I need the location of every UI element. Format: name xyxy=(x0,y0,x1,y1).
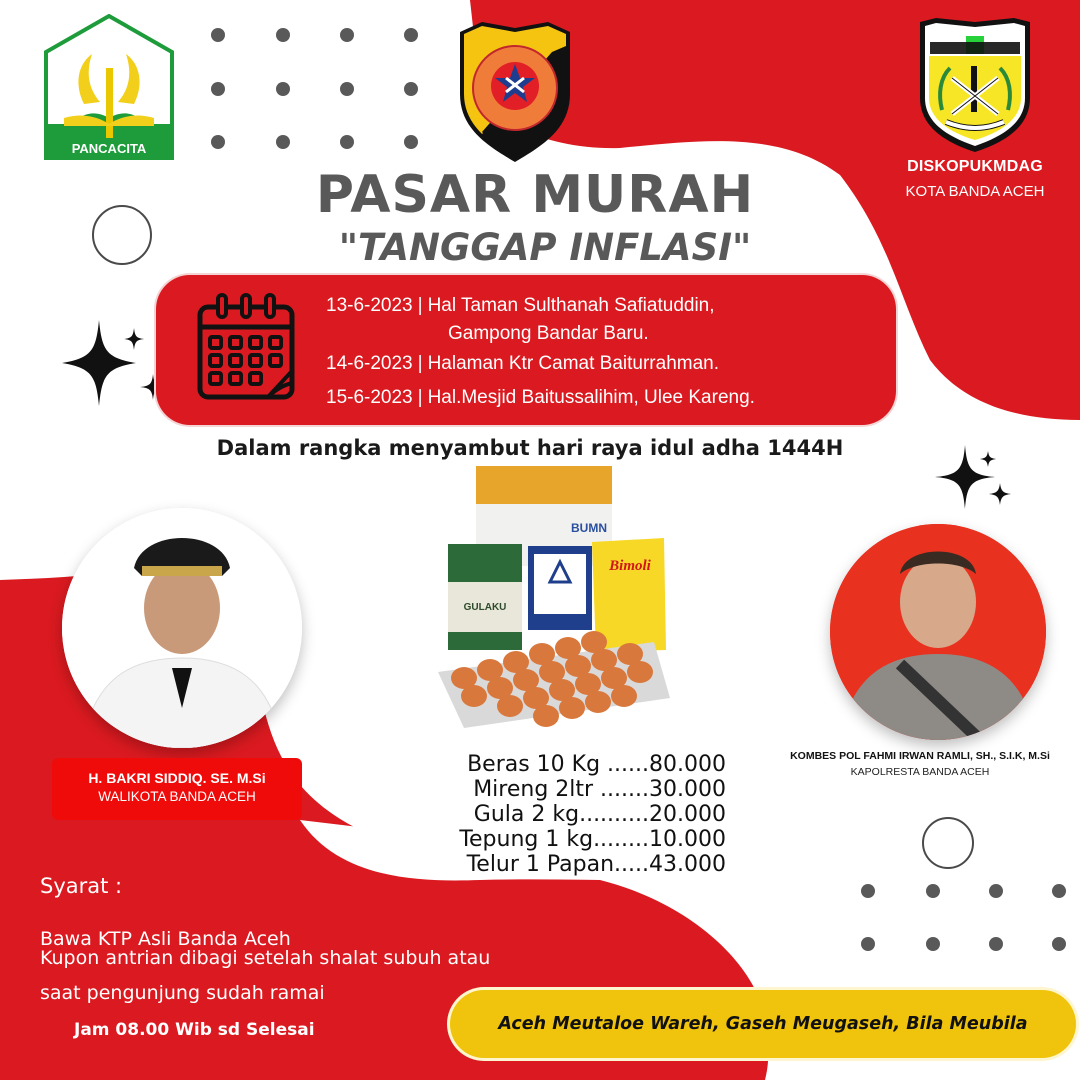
price-row xyxy=(436,752,726,777)
requirements-title: Syarat : xyxy=(40,874,123,898)
motto-text: Aceh Meutaloe Wareh, Gaseh Meugaseh, Bila Meubila xyxy=(498,1014,1028,1034)
price-row xyxy=(436,827,726,852)
price-leader: ...... xyxy=(600,752,650,777)
mayor-name: H. BAKRI SIDDIQ. SE. M.Si xyxy=(88,770,266,786)
schedule-item xyxy=(326,295,715,317)
kota-banda-aceh-logo xyxy=(916,14,1034,154)
org-name: DISKOPUKMDAG xyxy=(907,158,1043,175)
schedule-date: 13-6-2023 xyxy=(326,295,413,316)
schedule-place: Halaman Ktr Camat Baiturrahman. xyxy=(427,353,720,374)
mayor-photo-placeholder xyxy=(62,508,302,748)
aceh-pancacita-logo xyxy=(44,14,174,160)
price-value: 10.000 xyxy=(649,827,726,852)
separator: | xyxy=(417,387,423,408)
police-chief-name: KOMBES POL FAHMI IRWAN RAMLI, SH., S.I.K, M.Si xyxy=(790,750,1050,762)
motto-banner xyxy=(450,990,1076,1058)
calendar-icon xyxy=(196,293,296,403)
mayor-portrait xyxy=(62,508,302,748)
product-label: GULAKU xyxy=(463,602,507,613)
ring-decoration-left xyxy=(92,205,152,265)
mayor-card xyxy=(52,758,302,820)
schedule-place: Hal.Mesjid Baitussalihim, Ulee Kareng. xyxy=(427,387,755,408)
sparkle-icon xyxy=(925,445,1020,520)
price-value: 43.000 xyxy=(649,852,726,877)
police-chief-role: KAPOLRESTA BANDA ACEH xyxy=(850,766,990,778)
page-title: PASAR MURAH xyxy=(315,165,755,225)
schedule-date: 15-6-2023 xyxy=(326,387,413,408)
price-item: Beras 10 Kg xyxy=(467,752,601,777)
price-leader: ....... xyxy=(593,777,650,802)
product-label: BUMN xyxy=(571,521,607,535)
event-hours: Jam 08.00 Wib sd Selesai xyxy=(74,1020,315,1040)
price-list xyxy=(436,752,726,877)
price-row xyxy=(436,777,726,802)
police-chief-portrait xyxy=(830,524,1046,740)
price-item: Telur 1 Papan xyxy=(466,852,615,877)
requirement-line: saat pengunjung sudah ramai xyxy=(40,982,325,1004)
price-value: 20.000 xyxy=(649,802,726,827)
police-photo-placeholder xyxy=(830,524,1046,740)
schedule-item xyxy=(326,387,755,409)
price-item: Mireng 2ltr xyxy=(473,777,594,802)
ring-decoration-right xyxy=(922,817,974,869)
price-item: Gula 2 kg xyxy=(473,802,580,827)
schedule-box xyxy=(156,275,896,425)
price-value: 30.000 xyxy=(649,777,726,802)
police-emblem-logo xyxy=(452,14,578,162)
sparkle-icon xyxy=(56,320,166,410)
schedule-item-continued xyxy=(448,323,649,345)
requirement-line: Bawa KTP Asli Banda Aceh xyxy=(40,928,291,950)
price-value: 80.000 xyxy=(649,752,726,777)
schedule-item xyxy=(326,353,719,375)
schedule-place: Hal Taman Sulthanah Safiatuddin, xyxy=(427,295,715,316)
schedule-date: 14-6-2023 xyxy=(326,353,413,374)
separator: | xyxy=(417,353,423,374)
products-image xyxy=(424,462,674,732)
requirement-line: Kupon antrian dibagi setelah shalat subuh atau xyxy=(40,947,491,969)
org-city: KOTA BANDA ACEH xyxy=(905,183,1045,200)
schedule-place: Gampong Bandar Baru. xyxy=(448,323,649,344)
price-leader: .......... xyxy=(579,802,650,827)
mayor-role: WALIKOTA BANDA ACEH xyxy=(98,789,256,804)
price-row xyxy=(436,802,726,827)
price-leader: ..... xyxy=(614,852,650,877)
event-tagline: Dalam rangka menyambut hari raya idul adha 1444H xyxy=(216,436,844,460)
product-label: Bimoli xyxy=(609,558,651,574)
separator: | xyxy=(417,295,423,316)
logo-label: PANCACITA xyxy=(71,141,147,156)
price-leader: ........ xyxy=(593,827,650,852)
price-item: Tepung 1 kg xyxy=(459,827,594,852)
price-row xyxy=(436,852,726,877)
page-subtitle: "TANGGAP INFLASI" xyxy=(338,226,752,269)
